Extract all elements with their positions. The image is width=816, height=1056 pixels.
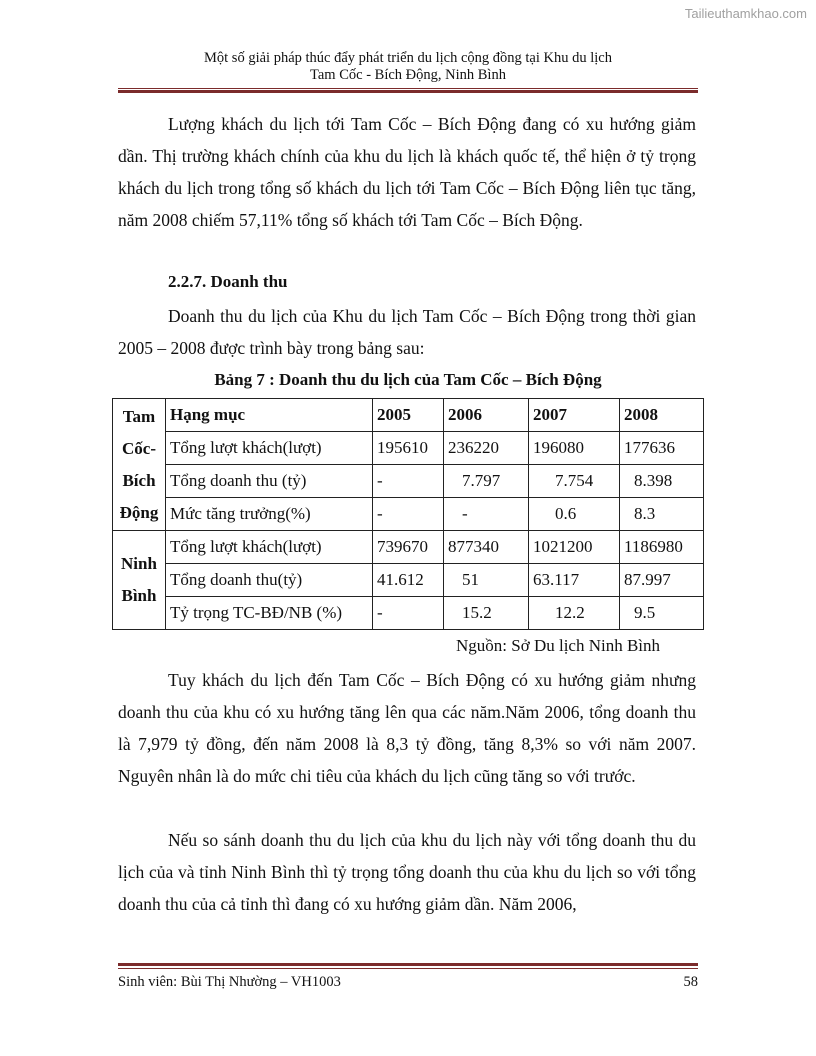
group-label-ninh-binh [113,531,166,630]
table-cell: 15.2 [444,597,529,630]
group-label-tam-coc [113,399,166,531]
group-label-line: Động [119,502,159,522]
header-cell: 2008 [620,399,704,432]
paragraph-3: Tuy khách du lịch đến Tam Cốc – Bích Động có xu hướng giảm nhưng doanh thu của khu có xu hướng tăng lên qua các năm.Năm 2006, tổng doanh thu là 7,979 tỷ đồng, đến năm 2008 là 8,3 tỷ đồng, tăng 8,3% so với năm 2007. Nguyên nhân là do mức chi tiêu của khách du lịch cũng tăng so với trước. [118,670,696,786]
table-caption: Bảng 7 : Doanh thu du lịch của Tam Cốc – Bích Động [214,370,602,389]
table-row [113,399,704,432]
table-cell: Tổng doanh thu(tỷ) [166,564,373,597]
page-header [118,50,698,84]
table-cell: 87.997 [620,564,704,597]
paragraph-2: Doanh thu du lịch của Khu du lịch Tam Cốc – Bích Động trong thời gian 2005 – 2008 được trình bày trong bảng sau: [118,306,696,358]
header-line-1: Một số giải pháp thúc đẩy phát triển du lịch cộng đồng tại Khu du lịch [204,50,612,66]
footer-rule-thick [118,963,698,966]
table-cell: Tổng lượt khách(lượt) [166,432,373,465]
table-cell: 1186980 [620,531,704,564]
table-row [113,498,704,531]
table-source: Nguồn: Sở Du lịch Ninh Bình [456,636,661,655]
table-cell: 0.6 [529,498,620,531]
group-label-line: Bình [121,586,157,605]
paragraph-1: Lượng khách du lịch tới Tam Cốc – Bích Động đang có xu hướng giảm dần. Thị trường khách chính của khu du lịch là khách quốc tế, thể hiện ở tỷ trọng khách du lịch trong tổng số khách du lịch tới Tam Cốc – Bích Động liên tục tăng, năm 2008 chiếm 57,11% tổng số khách tới Tam Cốc – Bích Động. [118,114,696,230]
section-heading: 2.2.7. Doanh thu [168,272,288,291]
header-cell: 2006 [444,399,529,432]
group-label-line: Tam [122,406,156,426]
revenue-table [112,398,704,630]
table-cell: Tỷ trọng TC-BĐ/NB (%) [166,597,373,630]
header-cell: 2005 [373,399,444,432]
table-cell: - [373,597,444,630]
table-cell: 877340 [444,531,529,564]
table-cell: 41.612 [373,564,444,597]
footer-rule-thin [118,968,698,969]
table-row [113,465,704,498]
table-cell: 7.797 [444,465,529,498]
header-rule-thick [118,90,698,93]
group-label-line: Cốc- [122,438,156,458]
table-cell: 63.117 [529,564,620,597]
table-row [113,432,704,465]
footer-student: Sinh viên: Bùi Thị Nhường – VH1003 [118,974,341,990]
table-cell: 177636 [620,432,704,465]
table-row [113,597,704,630]
group-label-line: Bích [122,470,156,490]
table-cell: 196080 [529,432,620,465]
table-cell: - [444,498,529,531]
table-cell: 1021200 [529,531,620,564]
table-cell: - [373,498,444,531]
table-cell: Mức tăng trưởng(%) [166,498,373,531]
table-row [113,531,704,564]
header-cell: 2007 [529,399,620,432]
header-line-2: Tam Cốc - Bích Động, Ninh Bình [310,67,506,83]
paragraph-4: Nếu so sánh doanh thu du lịch của khu du lịch này với tổng doanh thu du lịch của và tỉnh Ninh Bình thì tỷ trọng tổng doanh thu của khu du lịch so với tổng doanh thu của cả tỉnh thì đang có xu hướng giảm dần. Năm 2006, [118,830,696,914]
table-cell: 195610 [373,432,444,465]
table-cell: 12.2 [529,597,620,630]
group-label-line: Ninh [121,554,157,573]
table-cell: 236220 [444,432,529,465]
header-cell: Hạng mục [166,399,373,432]
watermark: Tailieuthamkhao.com [684,6,807,21]
header-rule-thin [118,88,698,89]
table-cell: Tổng lượt khách(lượt) [166,531,373,564]
table-cell: - [373,465,444,498]
table-cell: Tổng doanh thu (tỷ) [166,465,373,498]
table-cell: 51 [444,564,529,597]
table-cell: 8.398 [620,465,704,498]
table-cell: 8.3 [620,498,704,531]
table-cell: 739670 [373,531,444,564]
page-number: 58 [683,974,698,990]
table-row [113,564,704,597]
table-cell: 7.754 [529,465,620,498]
table-cell: 9.5 [620,597,704,630]
